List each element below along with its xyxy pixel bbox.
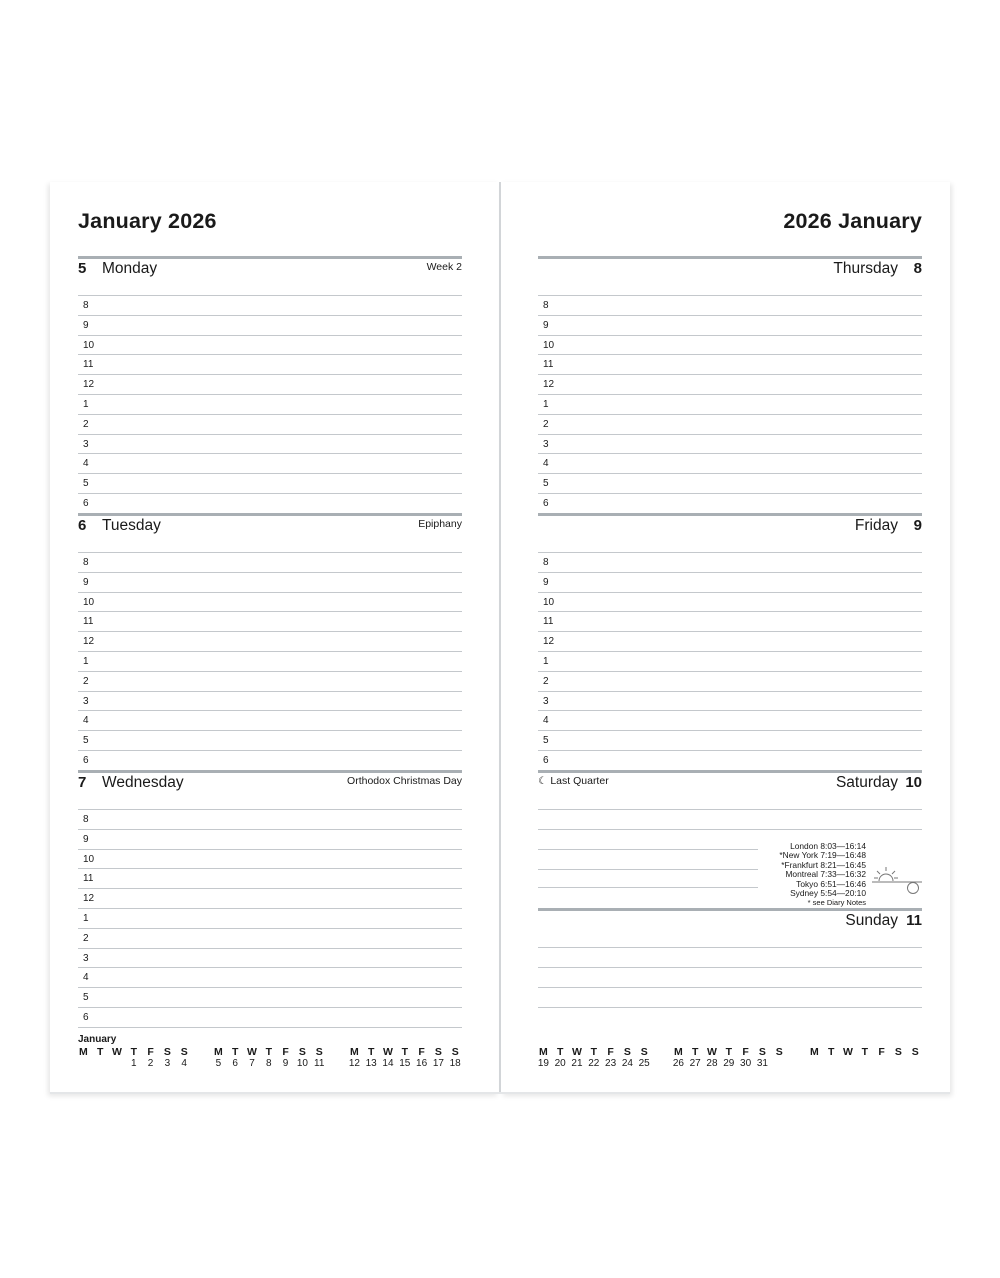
- day-section-sunday: [538, 908, 922, 1028]
- hour-label: 4: [83, 458, 89, 470]
- sun-time-london: London 8:03—16:14: [790, 841, 866, 851]
- calendar-date: 9: [282, 1058, 289, 1069]
- weekday-letter: S: [623, 1046, 631, 1058]
- hour-label: 6: [83, 1012, 89, 1023]
- hour-label: 5: [543, 478, 549, 490]
- hour-label: 11: [83, 616, 94, 628]
- sun-time-tokyo: Tokyo 6:51—16:46: [796, 878, 866, 889]
- hour-label: 4: [543, 715, 549, 727]
- weekday-letter: M: [674, 1046, 683, 1058]
- day-note: Orthodox Christmas Day: [347, 775, 462, 787]
- hour-rule: [78, 948, 462, 949]
- weekday-letter: S: [451, 1046, 459, 1058]
- hour-label: 8: [83, 557, 89, 568]
- hour-label: 3: [543, 695, 549, 707]
- calendar-date: 17: [432, 1058, 444, 1069]
- hour-label: 2: [83, 932, 89, 944]
- hour-label: 8: [543, 557, 549, 568]
- hour-rule: [538, 315, 922, 316]
- hour-label: 9: [83, 833, 89, 845]
- hour-label: 1: [543, 656, 549, 667]
- weekday-letter: S: [315, 1046, 323, 1058]
- calendar-date: 29: [723, 1058, 735, 1069]
- calendar-date: 8: [266, 1058, 272, 1069]
- hour-label: 8: [83, 300, 89, 311]
- day-name: Saturday: [835, 774, 898, 791]
- weekday-letter: T: [367, 1046, 375, 1058]
- hour-rule: [78, 987, 462, 988]
- hour-rule: [538, 671, 922, 672]
- calendar-date: 11: [314, 1058, 325, 1069]
- calendar-date: 15: [399, 1058, 411, 1069]
- page-spine: [499, 182, 501, 1094]
- hour-label: 6: [83, 755, 89, 766]
- hour-rule: [538, 434, 922, 435]
- left-page-title: January 2026: [78, 209, 217, 233]
- sunrise-sunset-icon: [872, 866, 924, 896]
- day-note: Epiphany: [418, 518, 462, 530]
- hour-label: 12: [543, 636, 555, 648]
- weekday-letter: S: [298, 1046, 306, 1058]
- calendar-date: 2: [147, 1058, 154, 1069]
- weekday-letter: S: [911, 1046, 919, 1058]
- weekday-letter: M: [810, 1046, 819, 1058]
- hour-rule: [538, 572, 922, 573]
- hour-rule: [538, 987, 922, 988]
- hour-label: 3: [83, 438, 89, 450]
- hour-label: 10: [83, 853, 95, 865]
- day-note: Week 2: [426, 261, 462, 273]
- weekday-letter: W: [247, 1046, 257, 1058]
- hour-label: 6: [543, 498, 549, 509]
- weekday-letter: T: [401, 1046, 408, 1058]
- day-header: [538, 260, 922, 290]
- hour-rule: [78, 928, 462, 929]
- day-header: [538, 912, 922, 942]
- calendar-date: 31: [756, 1058, 768, 1069]
- hour-rule: [78, 1007, 462, 1008]
- hour-label: 2: [83, 675, 89, 687]
- day-section-tuesday: [78, 513, 462, 770]
- weekday-letter: S: [640, 1046, 648, 1058]
- hour-rule: [538, 750, 922, 751]
- hour-rule: [78, 473, 462, 474]
- day-number: 6: [78, 517, 87, 534]
- hour-label: 5: [83, 992, 89, 1004]
- calendar-date: 12: [348, 1058, 360, 1069]
- day-header: [538, 774, 922, 804]
- weekday-letter: S: [894, 1046, 902, 1058]
- weekday-letter: F: [282, 1046, 289, 1058]
- sun-times-footnote: * see Diary Notes: [807, 898, 866, 908]
- hour-rule: [538, 887, 758, 888]
- hour-label: 2: [543, 675, 549, 687]
- hour-rule: [78, 651, 462, 652]
- day-name: Friday: [854, 517, 898, 534]
- hour-label: 8: [83, 814, 89, 825]
- weekday-letter: W: [843, 1046, 853, 1058]
- hour-label: 2: [83, 418, 89, 430]
- weekday-letter: F: [418, 1046, 425, 1058]
- hour-rule: [78, 453, 462, 454]
- day-header: [78, 774, 462, 804]
- right-page-title: 2026 January: [783, 209, 922, 233]
- weekday-letter: T: [130, 1046, 137, 1058]
- hour-label: 6: [83, 498, 89, 509]
- calendar-date: 16: [416, 1058, 428, 1069]
- hour-rule: [538, 552, 922, 553]
- day-name: Monday: [102, 260, 158, 277]
- hour-label: 11: [83, 359, 94, 371]
- weekday-letter: M: [350, 1046, 359, 1058]
- hour-rule: [538, 947, 922, 948]
- calendar-date: 5: [215, 1058, 222, 1069]
- hour-rule: [78, 592, 462, 593]
- calendar-date: 21: [571, 1058, 583, 1069]
- hour-rule: [538, 849, 758, 850]
- weekday-letter: T: [265, 1046, 272, 1058]
- hour-label: 3: [83, 695, 89, 707]
- weekday-letter: F: [878, 1046, 885, 1058]
- hour-rule: [78, 295, 462, 296]
- hour-rule: [538, 592, 922, 593]
- hour-rule: [78, 849, 462, 850]
- weekday-letter: S: [180, 1046, 188, 1058]
- day-section-monday: [78, 256, 462, 513]
- hour-rule: [538, 730, 922, 731]
- hour-label: 12: [83, 636, 95, 648]
- hour-rule: [78, 315, 462, 316]
- day-name: Sunday: [845, 912, 898, 929]
- day-header: [78, 260, 462, 290]
- weekday-letter: S: [758, 1046, 766, 1058]
- calendar-date: 26: [672, 1058, 684, 1069]
- hour-label: 1: [543, 399, 549, 410]
- hour-rule: [78, 908, 462, 909]
- hour-label: 2: [543, 418, 549, 430]
- calendar-date: 6: [232, 1058, 238, 1069]
- day-name: Wednesday: [102, 774, 184, 791]
- hour-rule: [538, 651, 922, 652]
- weekday-letter: T: [556, 1046, 564, 1058]
- hour-label: 1: [83, 913, 89, 924]
- hour-rule: [78, 967, 462, 968]
- weekday-letter: F: [147, 1046, 154, 1058]
- day-note: ☾ Last Quarter: [538, 775, 609, 787]
- hour-rule: [538, 493, 922, 494]
- hour-rule: [538, 829, 922, 830]
- hour-rule: [78, 691, 462, 692]
- day-separator: [538, 256, 922, 259]
- hour-label: 9: [543, 576, 549, 588]
- day-separator: [538, 513, 922, 516]
- hour-rule: [538, 611, 922, 612]
- day-separator: [538, 908, 922, 911]
- hour-rule: [78, 829, 462, 830]
- hour-label: 6: [543, 755, 549, 766]
- hour-rule: [78, 374, 462, 375]
- hour-rule: [78, 354, 462, 355]
- hour-rule: [78, 611, 462, 612]
- weekday-letter: W: [112, 1046, 122, 1058]
- weekday-letter: T: [590, 1046, 597, 1058]
- weekday-letter: F: [607, 1046, 614, 1058]
- hour-label: 11: [83, 873, 94, 885]
- hour-label: 12: [83, 893, 95, 905]
- weekday-letter: T: [827, 1046, 835, 1058]
- hour-label: 3: [543, 438, 549, 450]
- weekday-letter: W: [572, 1046, 582, 1058]
- hour-label: 9: [83, 319, 89, 331]
- hour-rule: [538, 414, 922, 415]
- hour-rule: [78, 809, 462, 810]
- hour-rule: [78, 671, 462, 672]
- hour-rule: [538, 869, 758, 870]
- hour-rule: [538, 335, 922, 336]
- hour-label: 9: [543, 319, 549, 331]
- hour-label: 5: [543, 735, 549, 747]
- hour-label: 11: [543, 359, 554, 371]
- hour-rule: [538, 710, 922, 711]
- weekday-letter: T: [861, 1046, 868, 1058]
- weekday-letter: M: [214, 1046, 223, 1058]
- hour-rule: [538, 374, 922, 375]
- hour-label: 11: [543, 616, 554, 628]
- day-separator: [78, 256, 462, 259]
- weekday-letter: W: [707, 1046, 717, 1058]
- weekday-letter: F: [742, 1046, 749, 1058]
- weekday-letter: S: [775, 1046, 783, 1058]
- hour-label: 5: [83, 478, 89, 490]
- weekday-letter: T: [691, 1046, 699, 1058]
- calendar-date: 20: [554, 1058, 566, 1069]
- calendar-date: 28: [706, 1058, 718, 1069]
- calendar-date: 22: [588, 1058, 600, 1069]
- hour-rule: [538, 394, 922, 395]
- day-separator: [538, 770, 922, 773]
- day-number: 9: [913, 517, 922, 534]
- weekday-letter: M: [539, 1046, 548, 1058]
- calendar-date: 27: [689, 1058, 701, 1069]
- mini-calendar-month: January: [78, 1034, 117, 1045]
- day-separator: [78, 513, 462, 516]
- hour-rule: [78, 631, 462, 632]
- day-number: 8: [913, 260, 922, 277]
- hour-rule: [538, 295, 922, 296]
- day-name: Thursday: [833, 260, 898, 277]
- weekday-letter: T: [231, 1046, 239, 1058]
- hour-label: 10: [543, 339, 555, 351]
- day-section-thursday: [538, 256, 922, 513]
- hour-rule: [538, 967, 922, 968]
- hour-rule: [78, 1027, 462, 1028]
- day-section-friday: [538, 513, 922, 770]
- hour-label: 8: [543, 300, 549, 311]
- hour-rule: [538, 354, 922, 355]
- sun-time-new-york: *New York 7:19—16:48: [779, 850, 866, 861]
- calendar-date: 13: [365, 1058, 377, 1069]
- hour-label: 4: [83, 972, 89, 984]
- hour-rule: [78, 750, 462, 751]
- hour-rule: [78, 434, 462, 435]
- calendar-date: 18: [449, 1058, 461, 1069]
- hour-label: 10: [83, 596, 95, 608]
- hour-rule: [538, 691, 922, 692]
- hour-rule: [78, 394, 462, 395]
- hour-label: 12: [543, 379, 555, 391]
- day-number: 11: [906, 912, 922, 929]
- calendar-date: 4: [181, 1058, 187, 1069]
- spread-bottom-edge: [50, 1092, 950, 1094]
- calendar-date: 30: [740, 1058, 752, 1069]
- calendar-date: 24: [621, 1058, 633, 1069]
- calendar-date: 10: [296, 1058, 308, 1069]
- calendar-date: 23: [605, 1058, 617, 1069]
- hour-label: 10: [83, 339, 95, 351]
- weekday-letter: M: [79, 1046, 88, 1058]
- day-name: Tuesday: [102, 517, 161, 534]
- hour-rule: [538, 453, 922, 454]
- hour-rule: [78, 493, 462, 494]
- sun-time-frankfurt: *Frankfurt 8:21—16:45: [781, 859, 866, 870]
- weekday-letter: S: [163, 1046, 171, 1058]
- day-section-wednesday: [78, 770, 462, 1028]
- calendar-date: 1: [131, 1058, 137, 1069]
- weekday-letter: S: [434, 1046, 442, 1058]
- day-header: [78, 517, 462, 547]
- hour-label: 9: [83, 576, 89, 588]
- hour-rule: [78, 710, 462, 711]
- day-header: [538, 517, 922, 547]
- day-number: 10: [905, 774, 922, 791]
- weekday-letter: T: [725, 1046, 732, 1058]
- calendar-date: 19: [537, 1058, 549, 1069]
- weekday-letter: W: [383, 1046, 393, 1058]
- hour-label: 4: [543, 458, 549, 470]
- hour-rule: [78, 888, 462, 889]
- calendar-date: 3: [164, 1058, 171, 1069]
- hour-label: 5: [83, 735, 89, 747]
- hour-rule: [78, 730, 462, 731]
- day-number: 7: [78, 774, 87, 791]
- hour-rule: [538, 1007, 922, 1008]
- weekday-letter: T: [96, 1046, 104, 1058]
- hour-rule: [538, 473, 922, 474]
- calendar-date: 14: [382, 1058, 394, 1069]
- hour-rule: [78, 868, 462, 869]
- hour-rule: [538, 809, 922, 810]
- hour-rule: [78, 335, 462, 336]
- hour-rule: [78, 572, 462, 573]
- calendar-date: 7: [249, 1058, 255, 1069]
- hour-label: 10: [543, 596, 555, 608]
- sun-times-panel: [760, 842, 866, 908]
- hour-label: 3: [83, 952, 89, 964]
- sun-time-montreal: Montreal 7:33—16:32: [785, 869, 866, 880]
- hour-label: 1: [83, 656, 89, 667]
- hour-label: 1: [83, 399, 89, 410]
- hour-rule: [78, 414, 462, 415]
- hour-label: 12: [83, 379, 95, 391]
- hour-rule: [78, 552, 462, 553]
- day-number: 5: [78, 260, 87, 277]
- hour-label: 4: [83, 715, 89, 727]
- calendar-date: 25: [638, 1058, 650, 1069]
- hour-rule: [538, 631, 922, 632]
- sun-time-sydney: Sydney 5:54—20:10: [790, 888, 866, 899]
- day-separator: [78, 770, 462, 773]
